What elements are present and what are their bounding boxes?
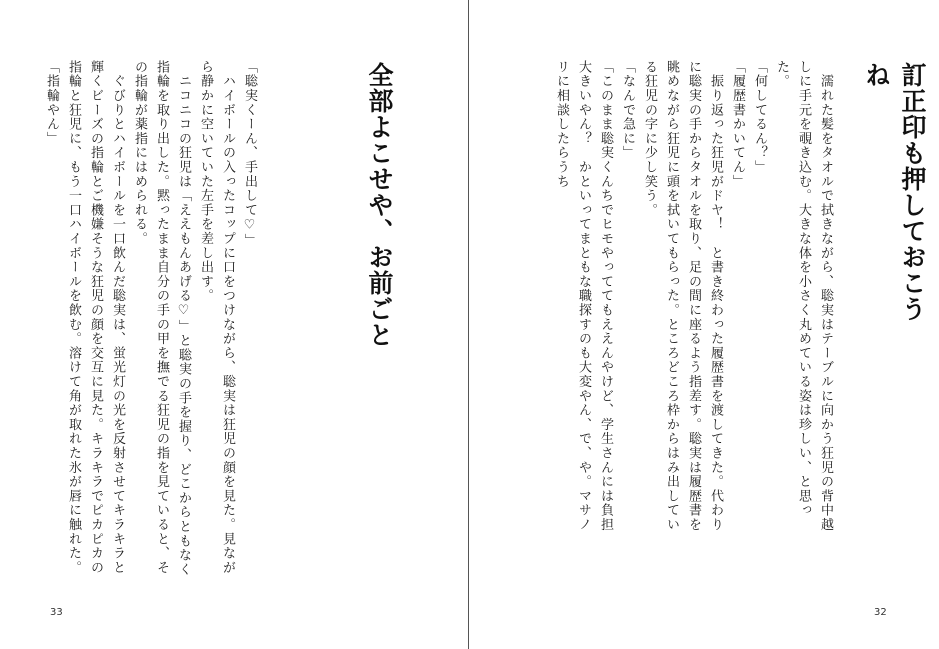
right-page <box>470 0 939 649</box>
body-text: 濡れた髪をタオルで拭きながら、聡実はテーブルに向かう狂児の背中越しに手元を覗き込む。大きな体を小さく丸めている姿は珍しい、と思った。 「何してるん？」 「履歴書かいてん」 振り返った狂児がドヤ！ と書き終わった履歴書を渡してきた。代わりに聡実の手からタオルを取り、足の間に座るよう指差す。聡実は履歴書を眺めながら狂児に頭を拭いてもらった。ところどころ枠からはみ出している狂児の字に少し笑う。 「なんで急に」 「このまま聡実くんちでヒモやっててもええんやけど、学生さんには負担大きいやん？ かといってまともな職探すのも大変やん、で、や。マサノリに相談したらうち <box>554 60 833 532</box>
page-number: 33 <box>50 607 63 618</box>
body-text: 「聡実くーん、手出して♡」 ハイボールの入ったコップに口をつけながら、聡実は狂児の顔を見た。見ながら静かに空いていた左手を差し出す。 ニコニコの狂児は「ええもんあげる♡」と聡実の手を握り、どこからともなく指輪を取り出した。黙ったまま自分の手の甲を撫でる狂児の指を見ていると、その指輪が薬指にはめられる。 ぐびりとハイボールを一口飲んだ聡実は、蛍光灯の光を反射させてキラキラと輝くビーズの指輪とご機嫌そうな狂児の顔を交互に見た。キラキラでピカピカの指輪と狂児に、もう一口ハイボールを飲む。溶けて角が取れた氷が唇に触れた。 「指輪やん」 <box>44 60 257 577</box>
chapter-heading: 訂正印も押しておこうね <box>862 62 927 322</box>
gutter-divider <box>468 0 469 649</box>
chapter-heading: 全部よこせや、お前ごと <box>365 62 394 348</box>
left-page <box>0 0 468 649</box>
page-number: 32 <box>874 607 887 618</box>
